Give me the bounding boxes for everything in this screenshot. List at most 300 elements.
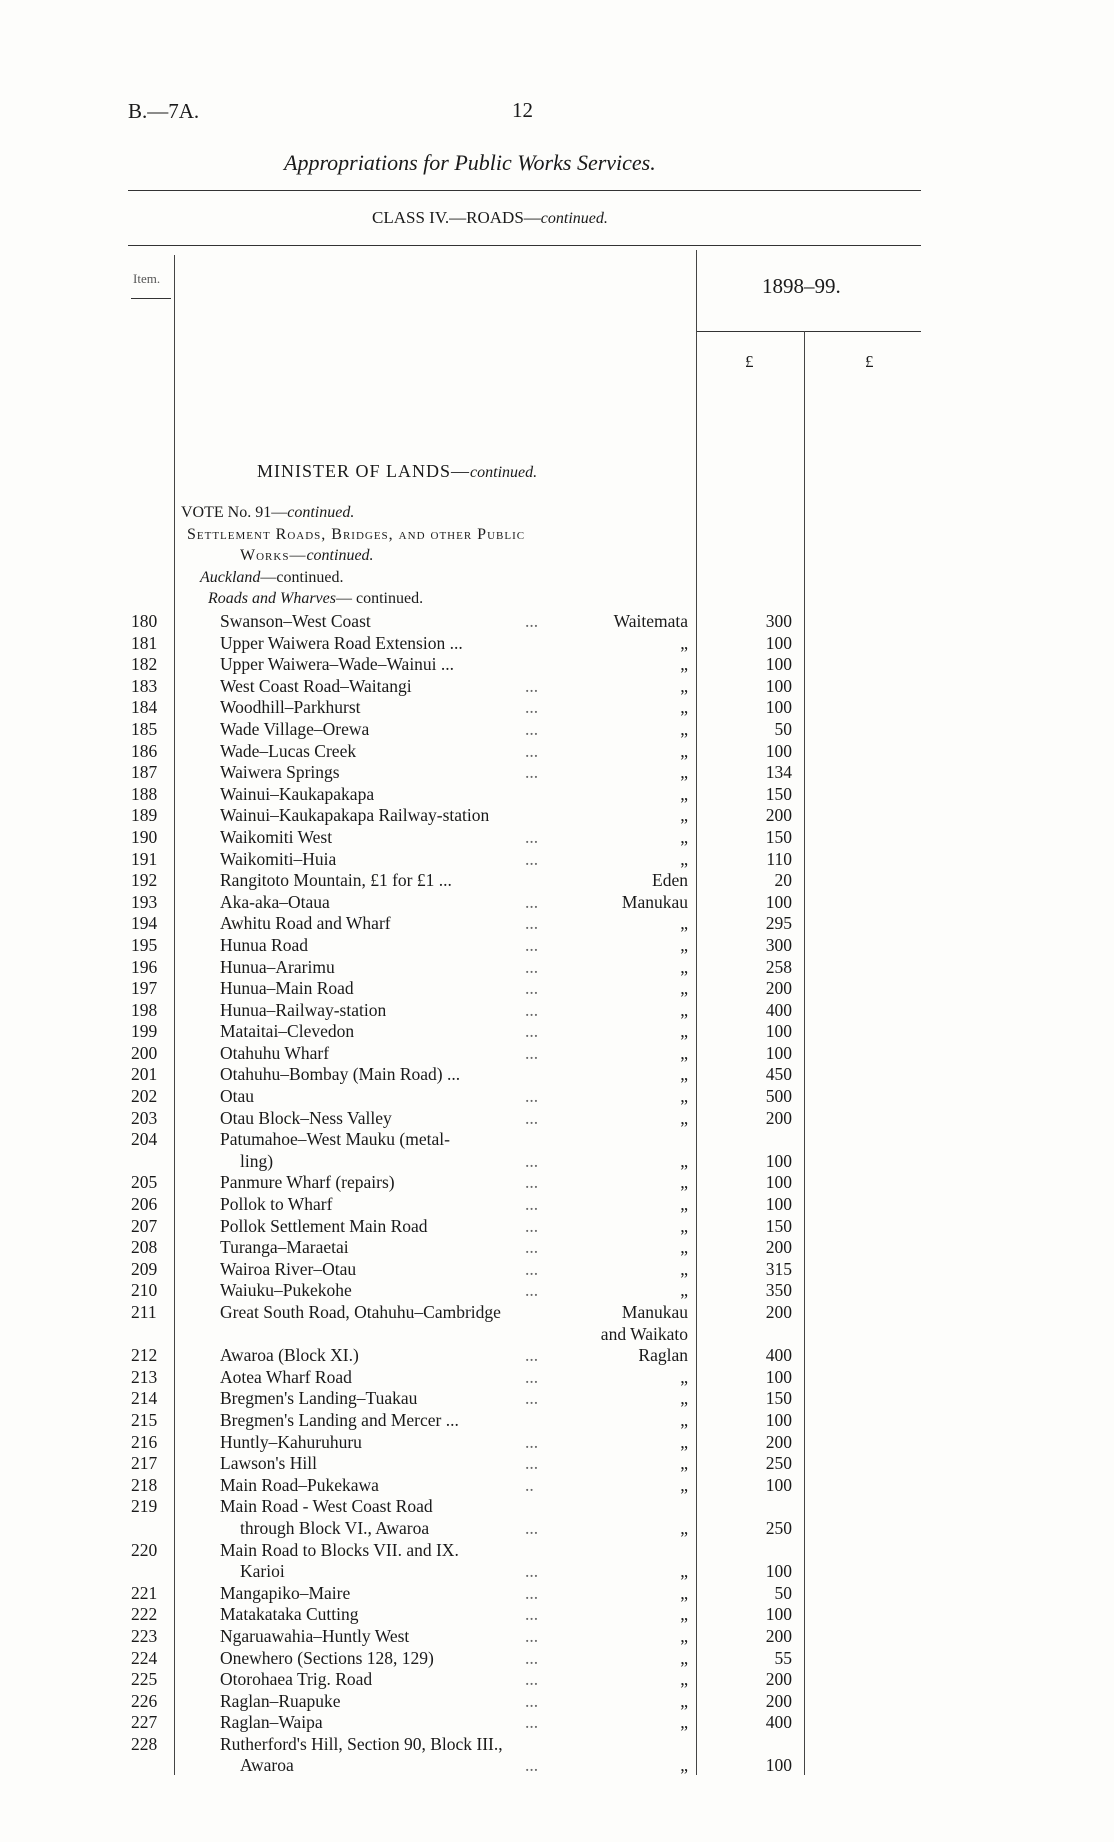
leader-dots: ... (525, 1021, 539, 1042)
item-number: 218 (131, 1474, 158, 1495)
item-location: „ (680, 1086, 688, 1107)
item-description: Otorohaea Trig. Road (220, 1669, 373, 1690)
leader-dots: ... (525, 1712, 539, 1733)
item-number: 204 (131, 1129, 158, 1150)
item-description: Awaroa (Block XI.) (220, 1345, 359, 1366)
item-number: 192 (131, 870, 158, 891)
item-amount: 350 (765, 1280, 792, 1301)
table-row (0, 1734, 1114, 1777)
item-location: „ (680, 654, 688, 675)
item-number: 187 (131, 762, 158, 783)
item-number: 193 (131, 891, 158, 912)
leader-dots: ... (525, 1345, 539, 1366)
item-description: Aotea Wharf Road (220, 1366, 352, 1387)
item-number: 220 (131, 1539, 158, 1560)
leader-dots: ... (525, 1237, 539, 1258)
item-description: Otau Block–Ness Valley (220, 1107, 392, 1128)
table-row (0, 1237, 1114, 1259)
item-number: 194 (131, 913, 158, 934)
item-description: Lawson's Hill (220, 1453, 317, 1474)
item-description: Mataitai–Clevedon (220, 1021, 355, 1042)
item-description: West Coast Road–Waitangi (220, 675, 412, 696)
leader-dots: ... (525, 718, 539, 739)
item-amount: 100 (765, 675, 792, 696)
item-description: Turanga–Maraetai (220, 1237, 349, 1258)
item-location: „ (680, 1042, 688, 1063)
item-number: 211 (131, 1302, 157, 1322)
item-amount: 55 (774, 1647, 792, 1668)
item-description: Pollok Settlement Main Road (220, 1215, 428, 1236)
leader-dots: ... (525, 1366, 539, 1387)
item-description: Pollok to Wharf (220, 1194, 333, 1215)
leader-dots: ... (525, 1215, 539, 1236)
leader-dots: ... (525, 913, 539, 934)
item-location: „ (680, 956, 688, 977)
leader-dots: ... (525, 1086, 539, 1107)
item-amount: 100 (765, 891, 792, 912)
item-amount: 200 (765, 805, 792, 826)
item-amount: 400 (765, 1712, 792, 1733)
item-amount: 200 (765, 1237, 792, 1258)
item-number: 201 (131, 1064, 158, 1085)
item-number: 199 (131, 1021, 158, 1042)
document-reference: B.—7A. (128, 99, 200, 123)
item-location: „ (680, 1517, 688, 1538)
item-number: 217 (131, 1453, 158, 1474)
item-number: 200 (131, 1042, 158, 1063)
item-number: 185 (131, 718, 158, 739)
item-amount: 100 (765, 740, 792, 761)
item-description: Main Road to Blocks VII. and IX. (220, 1539, 459, 1560)
table-row (0, 849, 1114, 871)
item-description: Wade Village–Orewa (220, 718, 370, 739)
item-number: 213 (131, 1366, 158, 1387)
table-row (0, 827, 1114, 849)
table-top-rule (128, 245, 921, 246)
item-location: „ (680, 805, 688, 826)
leader-dots: ... (525, 1150, 539, 1171)
table-row (0, 1453, 1114, 1475)
item-amount: 400 (765, 999, 792, 1020)
item-amount: 100 (765, 1194, 792, 1215)
item-description: Main Road - West Coast Road (220, 1496, 433, 1517)
table-row (0, 762, 1114, 784)
item-number: 190 (131, 826, 158, 847)
table-row (0, 676, 1114, 698)
table-row (0, 1648, 1114, 1670)
table-row (0, 892, 1114, 914)
table-row (0, 978, 1114, 1000)
item-number: 184 (131, 697, 158, 718)
item-description: Swanson–West Coast (220, 611, 371, 631)
item-number: 210 (131, 1280, 158, 1301)
item-amount: 150 (765, 826, 792, 847)
leader-dots: ... (525, 1388, 539, 1409)
table-row (0, 1669, 1114, 1691)
item-description: Wairoa River–Otau (220, 1258, 357, 1279)
item-description: Rutherford's Hill, Section 90, Block III., (220, 1733, 503, 1754)
item-location: „ (680, 632, 688, 653)
item-amount: 100 (765, 654, 792, 675)
item-number: 219 (131, 1496, 158, 1517)
item-amount: 100 (765, 1604, 792, 1625)
item-location: „ (680, 1712, 688, 1733)
item-location: „ (680, 1150, 688, 1171)
leader-dots: ... (525, 1669, 539, 1690)
vote-title: VOTE No. 91— (181, 504, 288, 521)
leader-dots: ... (525, 1194, 539, 1215)
leader-dots: ... (525, 848, 539, 869)
table-row (0, 805, 1114, 827)
item-amount: 250 (765, 1517, 792, 1538)
leader-dots: ... (525, 934, 539, 955)
item-amount: 100 (765, 1561, 792, 1582)
item-amount: 150 (765, 1388, 792, 1409)
settlement-heading-line2 (240, 547, 374, 565)
table-row (0, 870, 1114, 892)
item-number: 225 (131, 1669, 158, 1690)
leader-dots: ... (525, 1647, 539, 1668)
item-location: „ (680, 1431, 688, 1452)
item-location: „ (680, 1669, 688, 1690)
leader-dots: ... (525, 762, 539, 783)
item-description: Panmure Wharf (repairs) (220, 1172, 395, 1193)
item-number: 224 (131, 1647, 158, 1668)
item-location: „ (680, 1582, 688, 1603)
item-description-continued: ling) (240, 1150, 274, 1171)
item-description: Wade–Lucas Creek (220, 740, 357, 761)
item-location: „ (680, 1064, 688, 1085)
table-row (0, 957, 1114, 979)
table-row (0, 611, 1114, 633)
item-number: 203 (131, 1107, 158, 1128)
item-number: 216 (131, 1431, 158, 1452)
item-description: Ngaruawahia–Huntly West (220, 1625, 410, 1646)
item-location: „ (680, 826, 688, 847)
subhead-continued: — continued. (335, 590, 424, 607)
item-amount: 200 (765, 978, 792, 999)
item-amount: 100 (765, 697, 792, 718)
table-row (0, 719, 1114, 741)
item-number: 227 (131, 1712, 158, 1733)
table-row (0, 1388, 1114, 1410)
item-description-continued: Awaroa (240, 1755, 294, 1776)
item-description: Bregmen's Landing and Mercer ... (220, 1409, 459, 1430)
table-row (0, 1432, 1114, 1454)
table-row (0, 741, 1114, 763)
leader-dots: ... (525, 1755, 539, 1776)
item-amount: 50 (774, 1582, 792, 1603)
item-amount: 50 (774, 718, 792, 739)
leader-dots: ... (525, 1690, 539, 1711)
item-number: 223 (131, 1625, 158, 1646)
table-row (0, 1583, 1114, 1605)
item-number: 183 (131, 675, 158, 696)
item-amount: 300 (765, 934, 792, 955)
item-location: Manukau (621, 1302, 688, 1322)
item-header-rule (131, 298, 171, 299)
item-location: „ (680, 1366, 688, 1387)
item-location: „ (680, 1647, 688, 1668)
item-amount: 200 (765, 1302, 792, 1322)
leader-dots: ... (525, 999, 539, 1020)
item-location: „ (680, 740, 688, 761)
table-row (0, 1000, 1114, 1022)
class-title: CLASS IV.—ROADS— (372, 208, 541, 227)
item-location: „ (680, 718, 688, 739)
item-description: Awhitu Road and Wharf (220, 913, 391, 934)
appropriation-table (0, 611, 1114, 1777)
table-row (0, 1064, 1114, 1086)
item-description: Raglan–Waipa (220, 1712, 323, 1733)
item-description: Hunua–Main Road (220, 978, 354, 999)
year-header-rule (696, 331, 921, 332)
item-number: 189 (131, 805, 158, 826)
leader-dots: ... (525, 978, 539, 999)
leader-dots: ... (525, 675, 539, 696)
leader-dots: ... (525, 956, 539, 977)
item-location: „ (680, 1690, 688, 1711)
item-number: 195 (131, 934, 158, 955)
page-title: Appropriations for Public Works Services. (284, 150, 656, 175)
item-amount: 200 (765, 1625, 792, 1646)
table-row (0, 1540, 1114, 1583)
page-number: 12 (512, 98, 533, 122)
item-number: 208 (131, 1237, 158, 1258)
item-amount: 295 (765, 913, 792, 934)
item-description: Aka-aka–Otaua (220, 891, 330, 912)
item-location-continued: and Waikato (600, 1323, 688, 1344)
leader-dots: ... (525, 1107, 539, 1128)
item-location: „ (680, 1107, 688, 1128)
item-number: 198 (131, 999, 158, 1020)
class-heading (372, 208, 608, 228)
district-heading (200, 569, 344, 587)
leader-dots: ... (525, 697, 539, 718)
item-description: Otahuhu Wharf (220, 1042, 330, 1063)
settlement-continued: continued. (306, 547, 374, 564)
item-location: „ (680, 999, 688, 1020)
item-description: Waikomiti–Huia (220, 848, 337, 869)
district-name: Auckland (200, 569, 261, 586)
pound-column-2: £ (865, 352, 874, 371)
leader-dots: ... (525, 1517, 539, 1538)
item-amount: 100 (765, 1042, 792, 1063)
item-location: „ (680, 913, 688, 934)
item-number: 181 (131, 632, 158, 653)
item-amount: 200 (765, 1431, 792, 1452)
item-amount: 200 (765, 1107, 792, 1128)
subhead-heading (208, 590, 423, 608)
item-column-header: Item. (133, 271, 161, 286)
item-description: Wainui–Kaukapakapa Railway-station (220, 805, 490, 826)
table-row (0, 1216, 1114, 1238)
item-location: „ (680, 1237, 688, 1258)
item-location: „ (680, 1625, 688, 1646)
item-location: „ (680, 1561, 688, 1582)
item-description: Otahuhu–Bombay (Main Road) ... (220, 1064, 461, 1085)
rows-group-a (0, 611, 1114, 1129)
table-row (0, 1712, 1114, 1734)
item-amount: 400 (765, 1345, 792, 1366)
vote-heading (181, 504, 354, 522)
rows-group-f (0, 1583, 1114, 1734)
item-number: 226 (131, 1690, 158, 1711)
item-number: 186 (131, 740, 158, 761)
leader-dots: ... (525, 611, 539, 631)
item-location: „ (680, 1280, 688, 1301)
table-row (0, 1280, 1114, 1302)
settlement-heading-line1: Settlement Roads, Bridges, and other Public (187, 526, 526, 543)
item-amount: 100 (765, 632, 792, 653)
item-location: „ (680, 978, 688, 999)
item-description: Hunua–Ararimu (220, 956, 335, 977)
table-row (0, 1302, 1114, 1345)
item-amount: 300 (765, 611, 792, 631)
item-amount: 450 (765, 1064, 792, 1085)
year-column-header: 1898–99. (762, 274, 841, 298)
leader-dots: ... (525, 1431, 539, 1452)
item-number: 202 (131, 1086, 158, 1107)
item-amount: 150 (765, 1215, 792, 1236)
item-location: „ (680, 697, 688, 718)
item-amount: 150 (765, 783, 792, 804)
item-location: „ (680, 1755, 688, 1776)
item-amount: 200 (765, 1669, 792, 1690)
item-location: Eden (652, 870, 688, 891)
item-description: Great South Road, Otahuhu–Cambridge (220, 1302, 501, 1322)
class-continued: continued. (540, 210, 608, 227)
minister-title: MINISTER OF LANDS— (257, 461, 471, 481)
leader-dots: ... (525, 891, 539, 912)
item-location: „ (680, 1388, 688, 1409)
item-description-continued: Karioi (240, 1561, 285, 1582)
item-location: „ (680, 762, 688, 783)
item-location: Waitemata (613, 611, 688, 631)
leader-dots: ... (525, 1258, 539, 1279)
item-number: 215 (131, 1409, 158, 1430)
item-amount: 258 (765, 956, 792, 977)
vote-continued: continued. (287, 504, 355, 521)
item-number: 212 (131, 1345, 158, 1366)
item-amount: 100 (765, 1150, 792, 1171)
table-row (0, 1194, 1114, 1216)
leader-dots: .. (525, 1474, 534, 1495)
leader-dots: ... (525, 1042, 539, 1063)
item-number: 206 (131, 1194, 158, 1215)
rows-group-d (0, 1345, 1114, 1496)
subhead-name: Roads and Wharves (208, 590, 336, 607)
item-amount: 110 (766, 848, 792, 869)
item-number: 207 (131, 1215, 158, 1236)
item-number: 180 (131, 611, 158, 631)
leader-dots: ... (525, 1582, 539, 1603)
item-number: 196 (131, 956, 158, 977)
item-description: Upper Waiwera–Wade–Wainui ... (220, 654, 455, 675)
leader-dots: ... (525, 1280, 539, 1301)
item-location: „ (680, 1021, 688, 1042)
table-row (0, 935, 1114, 957)
leader-dots: ... (525, 826, 539, 847)
item-description: Huntly–Kahuruhuru (220, 1431, 362, 1452)
item-amount: 100 (765, 1021, 792, 1042)
leader-dots: ... (525, 740, 539, 761)
item-amount: 100 (765, 1474, 792, 1495)
item-location: „ (680, 1409, 688, 1430)
item-amount: 250 (765, 1453, 792, 1474)
item-location: „ (680, 934, 688, 955)
item-amount: 100 (765, 1755, 792, 1776)
leader-dots: ... (525, 1561, 539, 1582)
item-location: „ (680, 848, 688, 869)
item-description: Otau (220, 1086, 255, 1107)
table-row (0, 1691, 1114, 1713)
item-description: Hunua–Railway-station (220, 999, 387, 1020)
table-row (0, 1496, 1114, 1539)
table-row (0, 1129, 1114, 1172)
leader-dots: ... (525, 1604, 539, 1625)
minister-continued: continued. (470, 464, 538, 481)
item-description: Hunua Road (220, 934, 308, 955)
item-location: „ (680, 1453, 688, 1474)
table-row (0, 784, 1114, 806)
leader-dots: ... (525, 1453, 539, 1474)
item-amount: 315 (765, 1258, 792, 1279)
item-description: Matakataka Cutting (220, 1604, 359, 1625)
item-number: 221 (131, 1582, 158, 1603)
item-location: „ (680, 783, 688, 804)
item-description: Woodhill–Parkhurst (220, 697, 361, 718)
item-description: Waikomiti West (220, 826, 333, 847)
table-row (0, 1345, 1114, 1367)
table-row (0, 1259, 1114, 1281)
item-description: Upper Waiwera Road Extension ... (220, 632, 463, 653)
settlement-works: Works— (240, 547, 307, 564)
table-row (0, 1410, 1114, 1432)
item-number: 191 (131, 848, 158, 869)
item-location: Raglan (638, 1345, 688, 1366)
table-row (0, 1043, 1114, 1065)
item-amount: 134 (765, 762, 792, 783)
item-amount: 200 (765, 1690, 792, 1711)
item-location: Manukau (621, 891, 688, 912)
item-number: 188 (131, 783, 158, 804)
item-amount: 20 (774, 870, 792, 891)
item-number: 214 (131, 1388, 158, 1409)
table-row (0, 1475, 1114, 1497)
item-location: „ (680, 1215, 688, 1236)
pound-column-1: £ (745, 352, 754, 371)
item-description: Waiwera Springs (220, 762, 340, 783)
item-location: „ (680, 1604, 688, 1625)
district-continued: —continued. (260, 569, 344, 586)
item-amount: 500 (765, 1086, 792, 1107)
table-row (0, 697, 1114, 719)
table-row (0, 1172, 1114, 1194)
item-amount: 100 (765, 1409, 792, 1430)
item-description: Main Road–Pukekawa (220, 1474, 379, 1495)
item-location: „ (680, 1172, 688, 1193)
rows-group-c (0, 1172, 1114, 1302)
item-amount: 100 (765, 1172, 792, 1193)
table-row (0, 654, 1114, 676)
table-row (0, 1604, 1114, 1626)
item-amount: 100 (765, 1366, 792, 1387)
item-location: „ (680, 1474, 688, 1495)
item-description: Rangitoto Mountain, £1 for £1 ... (220, 870, 452, 891)
table-row (0, 1021, 1114, 1043)
item-description: Waiuku–Pukekohe (220, 1280, 352, 1301)
